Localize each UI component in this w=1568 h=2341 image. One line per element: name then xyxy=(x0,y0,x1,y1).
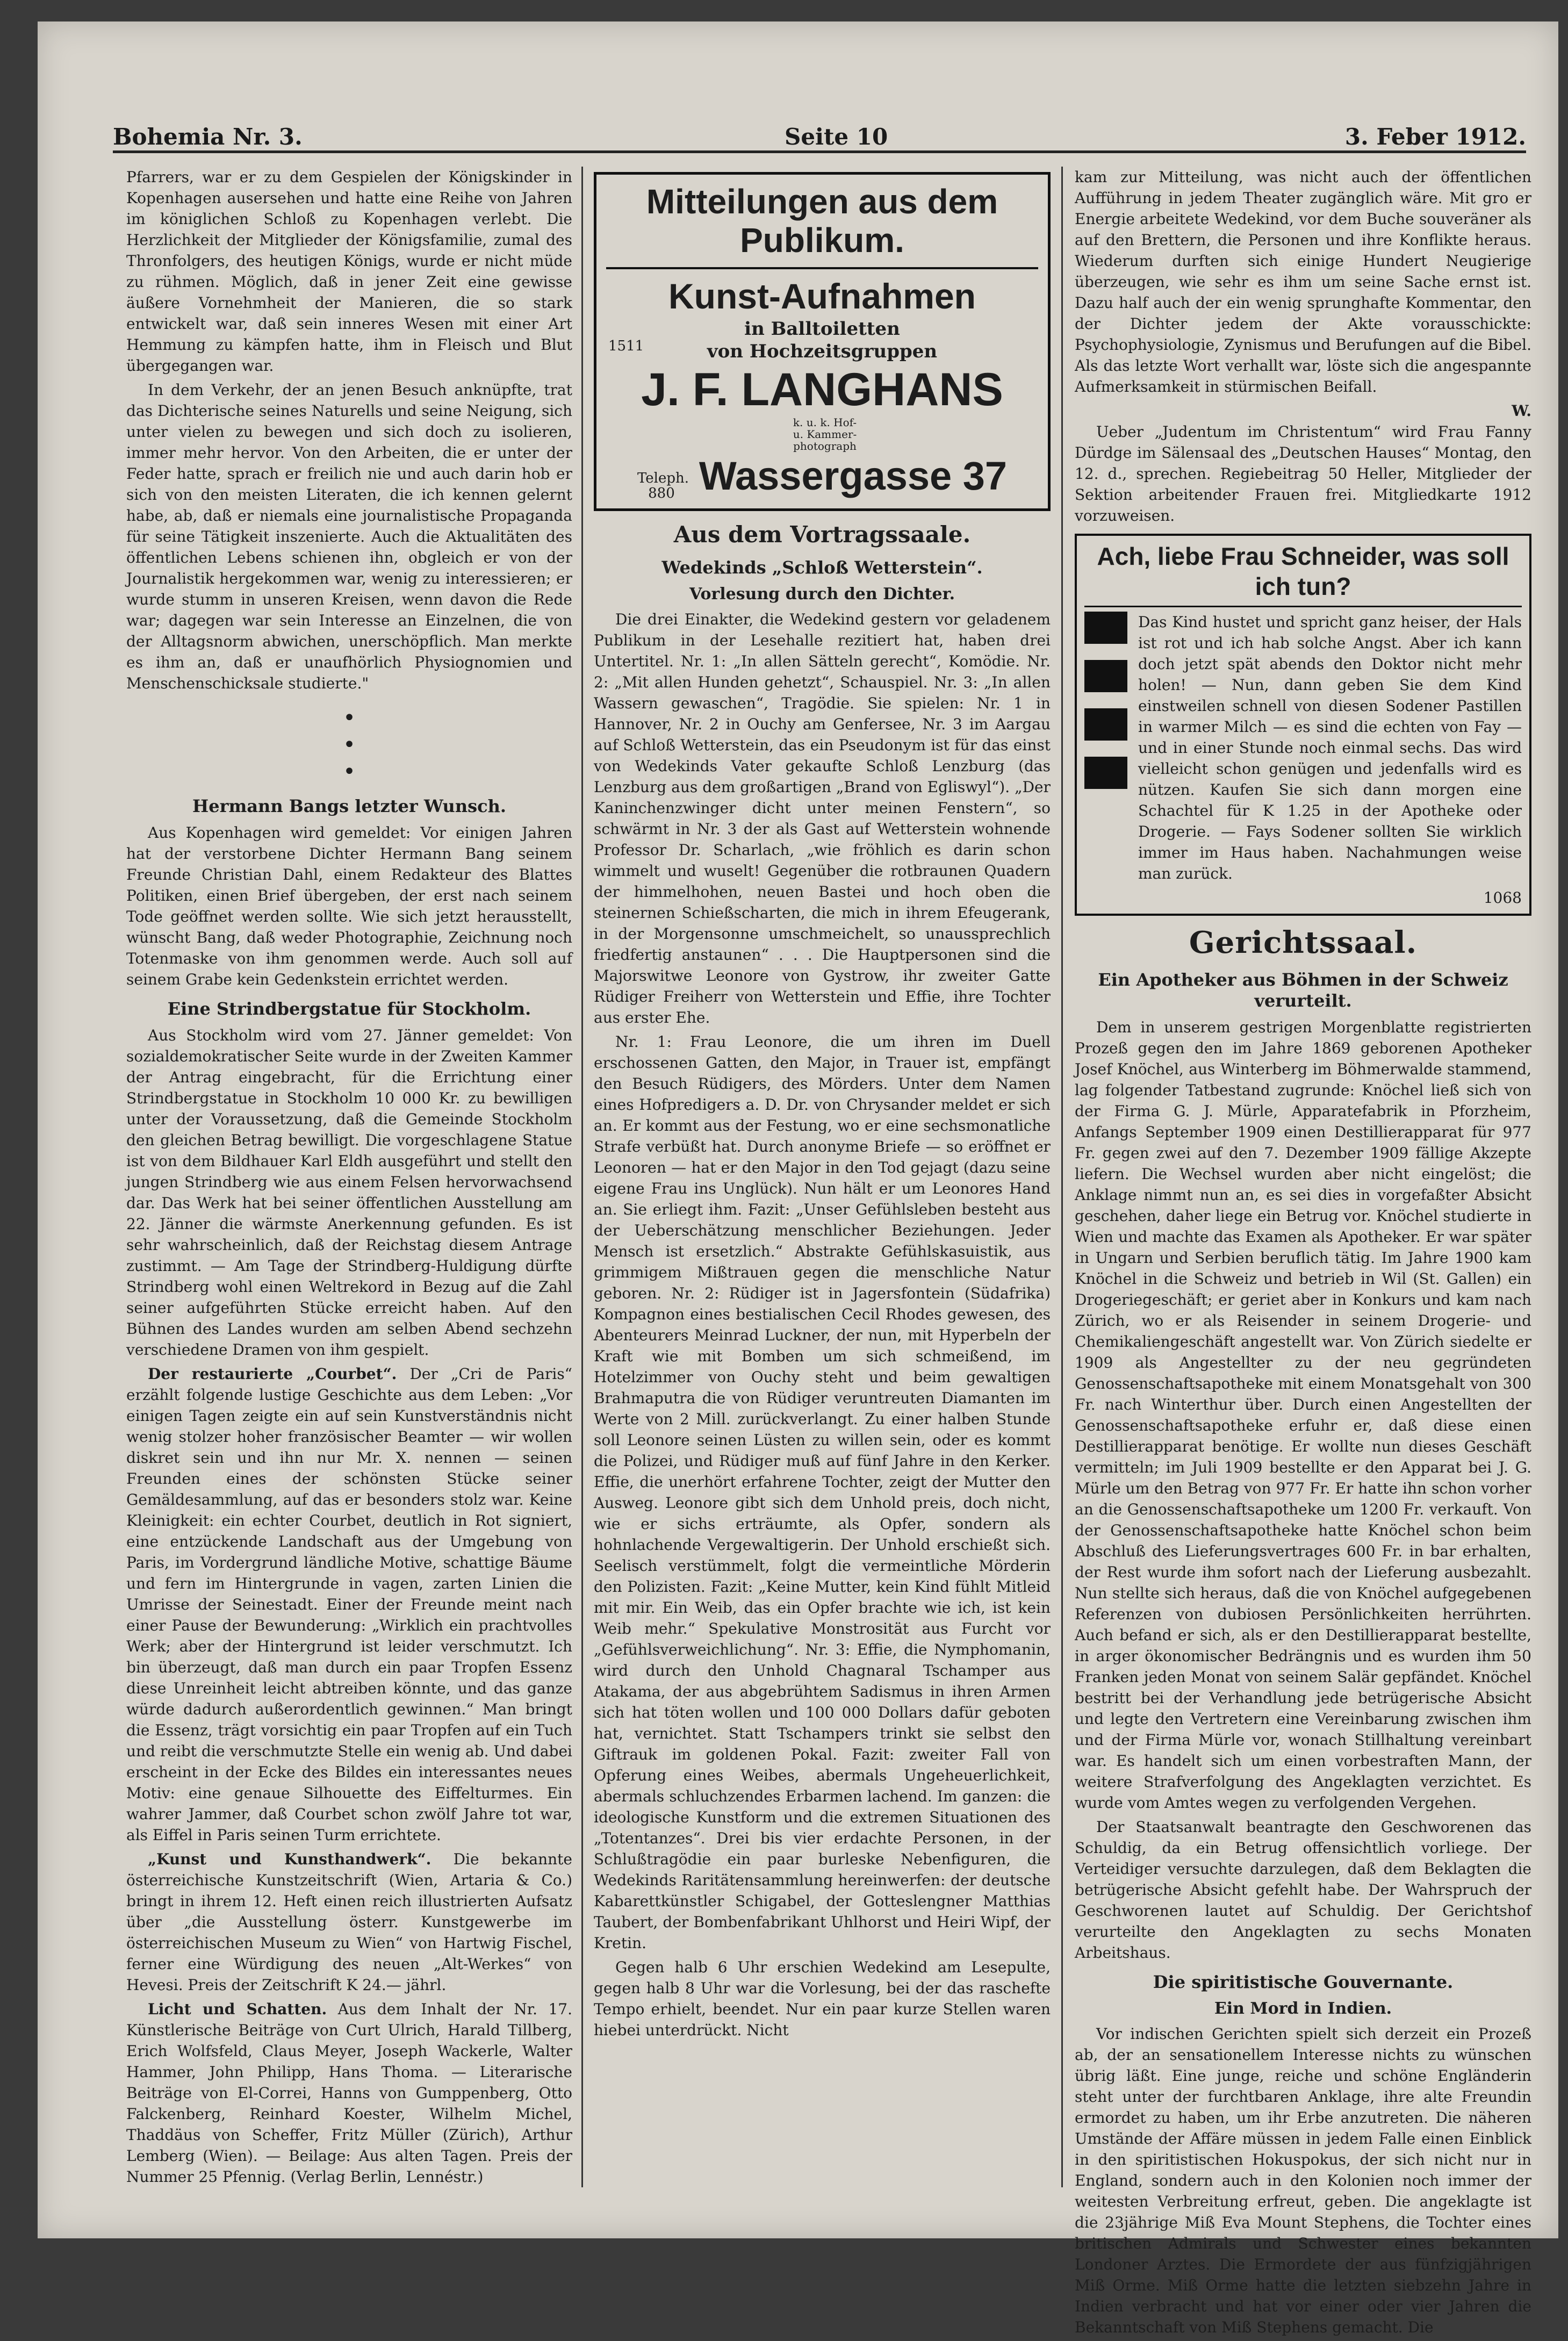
spiritist-subtitle: Ein Mord in Indien. xyxy=(1214,1999,1392,2018)
signature: W. xyxy=(1512,402,1531,420)
strindberg-title: Eine Strindbergstatue für Stockholm. xyxy=(167,999,531,1019)
newspaper-page xyxy=(38,21,1558,2336)
schneider-ad-text: Das Kind hustet und spricht ganz heiser, der Hals ist rot und ich hab solche Angst. Aber ich kann doch jetzt spät abends den Doktor nicht mehr holen! — Nun, dann geben Sie dem Kind einstweilen schnell von diesen Sodener Pastillen in warmer Milch — es sind die echten von Fay — und in einer Stunde noch einmal sechs. Das wird vielleicht schon genügen und jedenfalls wird es nützen. Kaufen Sie sich dann morgen eine Schachtel für K 1.25 in der Apotheke oder Drogerie. — Fays Sodener sollten Sie wirklich immer im Haus haben. Nachahmungen weise man zurück. xyxy=(1138,613,1522,882)
page-header xyxy=(113,102,1526,153)
ad-black-block xyxy=(1084,612,1127,644)
ad-headline: Kunst-Aufnahmen xyxy=(668,276,976,316)
article-paragraph: Pfarrers, war er zu dem Gespielen der Königskinder in Kopenhagen ausersehen und hatte eine Reihe von Jahren im königlichen Schloß zu Kopenhagen verlebt. Die Herzlichkeit der Mitglieder der Königsfamilie, zumal des Thronfolgers, des heutigen Königs, wurde er nicht müde zu rühmen. Möglich, daß in jener Zeit eine gewisse äußere Vornehmheit der Manieren, die so stark entwickelt war, daß sein inneres Wesen mit einer Art Hemmung zu kämpfen hatte, ihm in Fleisch und Blut übergegangen war. xyxy=(126,168,572,375)
apotheker-title: Ein Apotheker aus Böhmen in der Schweiz verurteilt. xyxy=(1098,970,1508,1011)
ad-section-header: Mitteilungen aus dem Publikum. xyxy=(606,182,1038,269)
ad-court-title: k. u. k. Hof- u. Kammer- photograph xyxy=(793,416,857,453)
strindberg-text: Aus Stockholm wird vom 27. Jänner gemeldet: Von sozialdemokratischer Seite wurde in der Zweiten Kammer der Antrag eingebracht, für die Errichtung einer Strindbergstatue in Stockholm 10 000 Kr. zu bewilligen unter der Voraussetzung, daß die Gemeinde Stockholm den gleichen Betrag bewilligt. Die vorgeschlagene Statue ist von dem Bildhauer Karl Eldh ausgeführt und stellt den jungen Strindberg wie aus einem Felsen hervorwachsend dar. Das Werk hat bei seiner öffentlichen Ausstellung am 22. Jänner die wärmste Anerkennung gefunden. Es ist sehr wahrscheinlich, daß der Reichstag diesem Antrage zustimmt. — Am Tage der Strindberg-Huldigung dürfte Strindberg wohl einen Weltrekord in Bezug auf die Zahl seiner aufgeführten Stücke erreicht haben. Auf den Bühnen des Landes wurden am selben Abend sechzehn verschiedene Dramen von ihm gespielt. xyxy=(126,1026,572,1359)
courbet-text: Der „Cri de Paris“ erzählt folgende lustige Geschichte aus dem Leben: „Vor einigen Tagen zeigte ein auf sein Kunstverständnis nicht wenig stolzer hoher französischer Beamter — wir wollen diskret sein und ihn nur Mr. X. nennen — seinen Freunden eines der schönsten Stücke seiner Gemäldesammlung, auf das er besonders stolz war. Keine Kleinigkeit: ein echter Courbet, deutlich in Rot signiert, eine entzückende Landschaft aus der Umgebung von Paris, im Vordergrund ländliche Motive, schattige Bäume und fern im Hintergrunde in vagen, zarten Linien die Umrisse der Seinestadt. Einer der Freunde meint nach einer Pause der Bewunderung: „Wirklich ein prachtvolles Werk; aber der Hintergrund ist leider verschmutzt. Ich bin überzeugt, daß man durch ein paar Tropfen Essenz diese Unreinheit leicht abtreiben könnte, und das ganze würde dadurch außerordentlich gewinnen.“ Man bringt die Essenz, trägt vorsichtig ein paar Tropfen auf ein Tuch und reibt die verschmutzte Stelle ein wenig ab. Und dabei erscheint in der Ecke des Bildes ein interessantes neues Motiv: eine genaue Silhouette des Eiffelturmes. Ein wahrer Jammer, daß Courbet schon zwölf Jahre tot war, als Eiffel in Paris seinen Turm errichtete. xyxy=(126,1365,572,1844)
kunst-title: „Kunst und Kunsthandwerk“. xyxy=(148,1850,431,1868)
wedekind-title: Wedekinds „Schloß Wetterstein“. xyxy=(661,557,983,578)
wedekind-paragraph: Nr. 1: Frau Leonore, die um ihren im Duell erschossenen Gatten, den Major, in Trauer ist, empfängt den Besuch Rüdigers, des Mörders. Unter dem Namen eines Hofpredigers a. D. Dr. von Chrysander meldet er sich an. Er kommt aus der Festung, wo er eine sechsmonatliche Strafe verbüßt hat. Durch anonyme Briefe — so eröffnet er Leonoren — hat er den Major in den Tod gejagt (dazu seine eigene Frau ins Unglück). Nun hält er um Leonores Hand an. Sie erliegt ihm. Fazit: „Unser Gefühlsleben besteht aus der Ueberschätzung menschlicher Beziehungen. Jeder Mensch ist ersetzlich.“ Abstrakte Gefühlskasuistik, aus grimmigem Mißtrauen gegen die menschliche Natur geboren. Nr. 2: Rüdiger ist in Jagersfontein (Südafrika) Kompagnon eines bestialischen Cecil Rhodes gewesen, des Abenteurers Meinrad Luckner, der nun, mit Hyperbeln der Kraft wie mit Bomben um sich schmeißend, im Hotelzimmer von Ouchy steht und beim gewaltigen Brahmaputra die von Rüdiger veruntreuten Diamanten im Werte von 2 Mill. zurückverlangt. Zu einer halben Stunde soll Leonore seinen Lüsten zu willen sein, oder es kommt die Polizei, und Rüdiger muß auf fünf Jahre in den Kerker. Effie, die unerhört erfahrene Tochter, zeigt der Mutter den Ausweg. Leonore gibt sich dem Unhold preis, doch nicht, wie er sichs erträumte, als Opfer, sondern als hohnlachende Vergewaltigerin. Der Unhold erschießt sich. Seelisch verstümmelt, folgt die vermeintliche Mörderin den Polizisten. Fazit: „Keine Mutter, kein Kind fühlt Mitleid mit mir. Ein Weib, das ein Opfer brachte wie ich, ist kein Weib mehr.“ Spekulative Monstrosität aus Furcht vor „Gefühlsverweichlichung“. Nr. 3: Effie, die Nymphomanin, wird durch den Unhold Chagnaral Tschamper aus Atakama, der aus abgebrühtem Sadismus in ihren Armen sich hat töten wollen und 100 000 Dollars dafür geboten hat, vernichtet. Statt Tschampers trinkt sie selbst den Giftrauk im goldenen Pokal. Fazit: zweiter Fall von Opferung eines Weibes, abermals Ungeheuerlichkeit, abermals schluchzendes Erbarmen lachend. Im ganzen: die ideologische Kunstform und die extremen Situationen des „Totentanzes“. Drei bis vier erdachte Personen, in der Schlußtragödie ein paar burleske Nebenfiguren, die Wedekinds Raritätensammlung hereinwerfen: der deutsche Kabarettkünstler Schigabel, der Gotteslengner Matthias Taubert, der Bombenfabrikant Uhlhorst und Heiri Wipf, der Kretin. xyxy=(594,1032,1051,1952)
column-rule-1 xyxy=(581,167,583,2187)
schneider-ad-header: Ach, liebe Frau Schneider, was soll ich tun? xyxy=(1084,541,1522,607)
bang-title: Hermann Bangs letzter Wunsch. xyxy=(192,796,506,816)
wedekind-subtitle: Vorlesung durch den Dichter. xyxy=(689,584,955,604)
column-3 xyxy=(1075,167,1531,2341)
licht-title: Licht und Schatten. xyxy=(148,2000,327,2018)
licht-text: Aus dem Inhalt der Nr. 17. Künstlerische Beiträge von Curt Ulrich, Harald Tillberg, Erich Wolfsfeld, Claus Meyer, Joseph Wackerle, Walter Hammer, John Philipp, Hans Thoma. — Literarische Beiträge von El-Correi, Hanns von Gumppenberg, Otto Falckenberg, Reinhard Koester, Wilhelm Michel, Thaddäus von Scheffer, Fritz Müller (Zürich), Arthur Lemberg (Wien). — Beilage: Aus alten Tagen. Preis der Nummer 25 Pfennig. (Verlag Berlin, Lennéstr.) xyxy=(126,2000,572,2186)
separator-dots: • • • xyxy=(343,706,356,784)
wedekind-continued: kam zur Mitteilung, was nicht auch der öffentlichen Aufführung in jedem Theater zugänglich wäre. Mit gro er Energie arbeitete Wedekind, vor dem Buche souveräner als auf den Brettern, die Personen und ihre Konflikte heraus. Wiederum durften sich einige Hundert Neugierige überzeugen, wie sehr es ihm um seine Sache ernst ist. Dazu half auch der ein wenig sprunghafte Kommentar, den der Dichter jedem der Akte vorausschickte: Psychophysiologie, Zynismus und Berufungen auf die Bibel. Als das letzte Wort verhallt war, löste sich die angespannte Aufmerksamkeit in stürmischen Beifall. xyxy=(1075,168,1531,396)
column-rule-2 xyxy=(1061,167,1063,2187)
kunst-text: Die bekannte österreichische Kunstzeitschrift (Wien, Artaria & Co.) bringt in ihrem 12. Heft einen reich illustrierten Aufsatz über „die Ausstellung österr. Kunstgewerbe im österreichischen Museum zu Wien“ von Hartwig Fischel, ferner eine Würdigung des neuen „Alt-Werkes“ von Hevesi. Preis der Zeitschrift K 24.— jährl. xyxy=(126,1850,572,1994)
vortrag-title: Aus dem Vortragssaale. xyxy=(673,521,971,548)
ad-number: 1511 xyxy=(608,338,644,354)
spiritist-title: Die spiritistische Gouvernante. xyxy=(1153,1972,1454,1992)
header-center: Seite 10 xyxy=(785,124,888,150)
ad-line-2: von Hochzeitsgruppen xyxy=(707,341,938,362)
ad-company-name: J. F. LANGHANS xyxy=(641,364,1003,415)
apotheker-text: Dem in unserem gestrigen Morgenblatte registrierten Prozeß gegen den im Jahre 1869 geborenen Apotheker Josef Knöchel, aus Winterberg im Böhmerwalde stammend, lag folgender Tatbestand zugrunde: Knöchel ließ sich von der Firma G. J. Mürle, Apparatefabrik in Pforzheim, Anfangs September 1909 einen Destillierapparat für 977 Fr. gegen zwei auf den 7. Dezember 1909 fällige Akzepte liefern. Die Wechsel wurden aber nicht eingelöst; die Anklage nimmt nun an, es sei dies in vorgefaßter Absicht geschehen, daher liege ein Betrug vor. Knöchel studierte in Wien und machte das Examen als Apotheker. Er war später in Ungarn und Serbien beruflich tätig. Im Jahre 1900 kam Knöchel in die Schweiz und betrieb in Wil (St. Gallen) ein Drogeriegeschäft; er geriet aber in Konkurs und kam nach Zürich, wo er als Reisender in seinem Drogerie- und Chemikaliengeschäft angestellt war. Von Zürich siedelte er 1909 als Angestellter zu der neu gegründeten Genossenschaftsapotheke mit einem Monatsgehalt von 300 Fr. nach Winterthur über. Durch einen Angestellten der Genossenschaftsapotheke erfuhr er, daß diese einen Destillierapparat benötige. Er wollte nun dieses Geschäft vermitteln; im Juli 1909 bestellte er den Apparat bei J. G. Mürle um den Betrag von 977 Fr. Er hatte ihn schon vorher an die Genossenschaftsapotheke um 1200 Fr. verkauft. Von der Genossenschaftsapotheke hatte Knöchel schon beim Abschluß des Lieferungsvertrages 600 Fr. in bar erhalten, der Rest wurde ihm sofort nach der Lieferung ausbezahlt. Nun stellte sich heraus, daß die von Knöchel aufgegebenen Referenzen von dubiosen Persönlichkeiten herrührten. Auch befand er sich, als er den Destillierapparat bestellte, in arger ökonomischer Bedrängnis und es wurden ihm 50 Franken jeden Monat von seinem Salär gepfändet. Knöchel bestritt bei der Verhandlung jede betrügerische Absicht und legte den Vertretern eine Vereinbarung zwischen ihm und der Firma Mürle vor, wonach Stillhaltung vereinbart war. Es handelt sich um einen vorbestraften Mann, der weitere Strafverfolgung des Angeklagten verzichtet. Es wurde vom Amtes wegen zu verfolgenden Vergehen. xyxy=(1075,1018,1531,1812)
article-paragraph: In dem Verkehr, der an jenen Besuch anknüpfte, trat das Dichterische seines Naturells und seine Neigung, sich unter vielen zu bewegen und sich doch zu isolieren, immer mehr hervor. Von den Arbeiten, die er unter der Feder hatte, sprach er freilich nie und auch darin hob er sich von den meisten Literaten, die ich kennen gelernt habe, ab, daß er niemals eine journalistische Propaganda für seine Tätigkeit inszenierte. Auch die Aktualitäten des öffentlichen Lebens schienen ihn, obgleich er von der Journalistik hergekommen war, wenig zu interessieren; er wurde stumm in unseren Kreisen, wenn davon die Rede war; dagegen war sein Interesse an Einzelnen, die von der Alltagsnorm abwichen, unerschöpflich. Man merkte es ihm an, daß er unaufhörlich Physiognomien und Menschenschicksale studierte." xyxy=(126,381,572,692)
ad-line-1: in Balltoiletten xyxy=(744,318,900,340)
langhans-advertisement xyxy=(594,172,1051,511)
ad-black-block xyxy=(1084,757,1127,789)
schneider-advertisement xyxy=(1075,534,1531,916)
spiritist-text: Vor indischen Gerichten spielt sich derzeit ein Prozeß ab, der an sensationellem Interesse nichts zu wünschen übrig läßt. Eine junge, reiche und schöne Engländerin steht unter der furchtbaren Anklage, ihre alte Freundin ermordet zu haben, um ihr Erbe anzutreten. Die näheren Umstände der Affäre müssen in jedem Falle einen Einblick in den spiritistischen Hokuspokus, der sich nicht nur in England, sondern auch in den Kolonien noch immer der weitesten Verbreitung erfreut, geben. Die angeklagte ist die 23jährige Miß Eva Mount Stephens, die Tochter eines britischen Admirals und Schwester eines bekannten Londoner Arztes. Die Ermordete der aus fünfzigjährigen Miß Orme. Miß Orme hatte die letzten siebzehn Jahre in Indien verbracht und hat vor einer oder vier Jahren die Bekanntschaft von Miß Stephens gemacht. Die xyxy=(1075,2025,1531,2336)
wedekind-paragraph: Gegen halb 6 Uhr erschien Wedekind am Lesepulte, gegen halb 8 Uhr war die Vorlesung, bei der das raschefte Tempo erhielt, beendet. Nur ein paar kurze Stellen waren hiebei unterdrückt. Nicht xyxy=(594,1958,1051,2039)
judentum-notice: Ueber „Judentum im Christentum“ wird Frau Fanny Dürdge im Sälensaal des „Deutschen Hauses“ Montag, den 12. d., sprechen. Regiebeitrag 50 Heller, Mitglieder der Sektion arbeitender Frauen frei. Mitgliedkarte 1912 vorzuweisen. xyxy=(1075,423,1531,525)
ad-telephone: Teleph. 880 xyxy=(637,470,689,501)
bang-text: Aus Kopenhagen wird gemeldet: Vor einigen Jahren hat der verstorbene Dichter Hermann Bang seinem Freunde Christian Dahl, einem Redakteur des Blattes Politiken, einen Brief übergeben, der erst nach seinem Tode geöffnet werden sollte. Wie sich jetzt herausstellt, wünscht Bang, daß weder Photographie, Zeichnung noch Totenmaske von ihm genommen werde. Auch soll auf seinem Grabe kein Gedenkstein errichtet werden. xyxy=(126,824,572,988)
ad-black-block xyxy=(1084,660,1127,692)
apotheker-text: Der Staatsanwalt beantragte den Geschworenen das Schuldig, da ein Betrug offensichtlich vorliege. Der Verteidiger versuchte darzulegen, daß dem Beklagten die betrügerische Absicht gefehlt habe. Der Wahrspruch der Geschworenen lautet auf Schuldig. Der Gerichtshof verurteilte den Angeklagten zu sechs Monaten Arbeitshaus. xyxy=(1075,1818,1531,1962)
ad-black-block xyxy=(1084,708,1127,741)
header-right: 3. Feber 1912. xyxy=(1344,124,1526,150)
column-2 xyxy=(594,167,1051,2044)
schneider-ad-number: 1068 xyxy=(1483,889,1522,907)
header-left: Bohemia Nr. 3. xyxy=(113,124,303,150)
ad-address: Wassergasse 37 xyxy=(699,454,1008,498)
wedekind-paragraph: Die drei Einakter, die Wedekind gestern vor geladenem Publikum in der Lesehalle rezitiert hat, haben drei Untertitel. Nr. 1: „In allen Sätteln gerecht“, Komödie. Nr. 2: „Mit allen Hunden gehetzt“, Schauspiel. Nr. 3: „In allen Wassern gewaschen“, Tragödie. Sie spielen: Nr. 1 in Hannover, Nr. 2 in Ouchy am Genfersee, Nr. 3 im Aargau auf Schloß Wetterstein, das ein Pseudonym ist für das einst von Wedekinds Vater gekaufte Schloß Lenzburg (das Lenzburg aus dem großartigen „Brand von Egliswyl“). „Der Kaninchenzwinger dicht unter meinen Fenstern“, so schwärmt in Nr. 3 der als Gast auf Wetterstein wohnende Professor Dr. Scharlach, „wie fröhlich es darin schon wimmelt und wuselt! Gegenüber die rotbraunen Quadern der himmelhohen, neuen Bastei und hoch oben die steinernen Schießscharten, die mich in ihrem Efeugerank, in der Morgensonne umschmeichelt, so unaussprechlich friedfertig anstaunen“ . . . Die Hauptpersonen sind die Majorswitwe Leonore von Gystrow, ihr zweiter Gatte Rüdiger Freiherr von Wetterstein und Effie, ihre Tochter aus erster Ehe. xyxy=(594,610,1051,1026)
column-1 xyxy=(126,167,572,2191)
courbet-title: Der restaurierte „Courbet“. xyxy=(148,1365,397,1383)
gerichtssaal-title: Gerichtssaal. xyxy=(1189,925,1418,960)
